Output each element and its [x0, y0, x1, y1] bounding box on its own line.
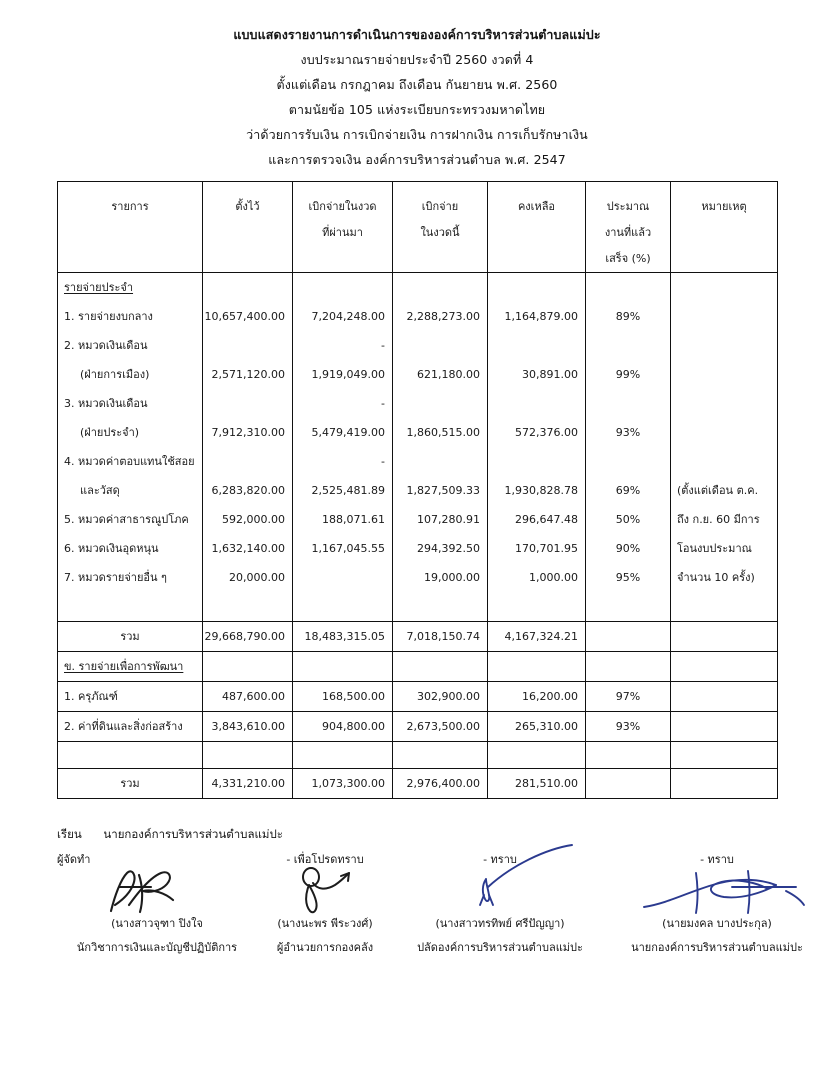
row-item-label: 7. หมวดรายจ่ายอื่น ๆ — [64, 571, 167, 584]
signature-area — [57, 823, 803, 971]
section-a-total-row — [58, 622, 778, 652]
empty-cell — [203, 652, 293, 682]
cell-remaining: 572,376.00 — [515, 426, 578, 439]
cell-remaining: 1,000.00 — [529, 571, 578, 584]
addressed-to-label: เรียน — [57, 827, 82, 841]
section-a-previous-cell — [293, 273, 393, 622]
heading-line-5: ว่าด้วยการรับเงิน การเบิกจ่ายเงิน การฝากเงิน การเก็บรักษาเงิน — [246, 127, 588, 142]
spacer — [671, 273, 777, 302]
cell-remark — [671, 302, 777, 331]
cell-current: 621,180.00 — [417, 368, 480, 381]
row-item-label: 1. ครุภัณฑ์ — [58, 682, 203, 712]
cell-previous: 2,525,481.89 — [311, 484, 385, 497]
section-a-percent-stack — [586, 273, 670, 621]
budget-report-table — [57, 181, 778, 799]
signer-title: นายกองค์การบริหารส่วนตำบลแม่ปะ — [631, 941, 803, 954]
cell-remark — [671, 418, 777, 447]
signer-title: นักวิชาการเงินและบัญชีปฏิบัติการ — [76, 941, 238, 954]
cell-remaining: 1,930,828.78 — [504, 484, 578, 497]
cell-budget: 2,571,120.00 — [211, 368, 285, 381]
cell-previous: - — [381, 339, 385, 352]
empty-cell — [293, 742, 393, 769]
cell-previous: 7,204,248.00 — [311, 310, 385, 323]
heading-line-6: และการตรวจเงิน องค์การบริหารส่วนตำบล พ.ศ. 2547 — [268, 152, 566, 167]
cell-percent: 69% — [615, 484, 641, 497]
row-item-label: 6. หมวดเงินอุดหนุน — [64, 542, 159, 555]
spacer — [203, 592, 292, 621]
cell-budget: 592,000.00 — [222, 513, 285, 526]
section-b-title: ข. รายจ่ายเพื่อการพัฒนา — [58, 652, 203, 682]
total-remaining: 281,510.00 — [488, 769, 586, 799]
row-item-label: 2. หมวดเงินเดือน — [64, 339, 148, 352]
table-row — [58, 682, 778, 712]
cell-previous: 1,167,045.55 — [311, 542, 385, 555]
spacer — [586, 273, 670, 302]
total-previous: 1,073,300.00 — [293, 769, 393, 799]
section-a-block-row — [58, 273, 778, 622]
spacer — [488, 273, 585, 302]
empty-cell — [58, 742, 203, 769]
cell-remaining: 170,701.95 — [515, 542, 578, 555]
row-item-label: 5. หมวดค่าสาธารณูปโภค — [64, 513, 189, 526]
cell-remark: ถึง ก.ย. 60 มีการ — [677, 513, 760, 526]
total-current: 2,976,400.00 — [393, 769, 488, 799]
cell-budget — [203, 447, 292, 476]
signature-note: ผู้จัดทำ — [57, 853, 91, 866]
cell-percent: 50% — [615, 513, 641, 526]
cell-percent: 93% — [615, 426, 641, 439]
cell-remaining — [488, 447, 585, 476]
spacer — [203, 273, 292, 302]
column-header-remaining: คงเหลือ — [488, 182, 586, 273]
total-budget: 4,331,210.00 — [203, 769, 293, 799]
column-header-item: รายการ — [58, 182, 203, 273]
section-b-total-row — [58, 769, 778, 799]
section-a-current-cell — [393, 273, 488, 622]
total-remaining: 4,167,324.21 — [488, 622, 586, 652]
cell-remaining: 1,164,879.00 — [504, 310, 578, 323]
cell-current: 1,860,515.00 — [406, 426, 480, 439]
addressed-to-recipient: นายกองค์การบริหารส่วนตำบลแม่ปะ — [103, 827, 283, 841]
signer-title: ผู้อำนวยการกองคลัง — [276, 941, 374, 954]
section-a-remarks-stack — [671, 273, 777, 621]
cell-previous: 168,500.00 — [293, 682, 393, 712]
cell-remaining: 16,200.00 — [488, 682, 586, 712]
empty-cell — [586, 742, 671, 769]
signature-block-mayor — [602, 851, 832, 959]
section-a-remaining-stack — [488, 273, 585, 621]
column-header-current-period: เบิกจ่าย ในงวดนี้ — [393, 182, 488, 273]
total-label: รวม — [58, 769, 203, 799]
cell-current: 19,000.00 — [424, 571, 480, 584]
table-row — [58, 712, 778, 742]
column-header-budget: ตั้งไว้ — [203, 182, 293, 273]
cell-budget: 7,912,310.00 — [211, 426, 285, 439]
section-b-title-row — [58, 652, 778, 682]
signer-name: (นายมงคล บางประกุล) — [662, 917, 772, 930]
cell-current: 107,280.91 — [417, 513, 480, 526]
cell-budget: 10,657,400.00 — [204, 310, 285, 323]
addressed-to-line — [57, 823, 777, 845]
spacer — [293, 592, 392, 621]
total-remark — [671, 622, 778, 652]
total-label: รวม — [58, 622, 203, 652]
row-item-label: (ฝ่ายการเมือง) — [80, 368, 150, 381]
cell-percent: 89% — [615, 310, 641, 323]
cell-remark — [671, 712, 778, 742]
empty-cell — [393, 652, 488, 682]
cell-budget: 20,000.00 — [229, 571, 285, 584]
empty-cell — [393, 742, 488, 769]
cell-current — [393, 447, 487, 476]
column-header-percent-complete: ประมาณ งานที่แล้ว เสร็จ (%) — [586, 182, 671, 273]
heading-line-1: แบบแสดงรายงานการดำเนินการขององค์การบริหารส่วนตำบลแม่ปะ — [233, 27, 601, 42]
column-header-previous-period: เบิกจ่ายในงวด ที่ผ่านมา — [293, 182, 393, 273]
cell-previous: - — [381, 455, 385, 468]
cell-remaining: 265,310.00 — [488, 712, 586, 742]
cell-current: 2,288,273.00 — [406, 310, 480, 323]
cell-percent — [586, 331, 670, 360]
cell-budget — [203, 331, 292, 360]
row-item-label: 2. ค่าที่ดินและสิ่งก่อสร้าง — [58, 712, 203, 742]
heading-line-3: ตั้งแต่เดือน กรกฎาคม ถึงเดือน กันยายน พ.ศ. 2560 — [276, 77, 558, 92]
column-header-remarks: หมายเหตุ — [671, 182, 778, 273]
empty-cell — [488, 652, 586, 682]
handwritten-signature-icon — [99, 865, 209, 915]
handwritten-signature-icon — [283, 863, 373, 915]
row-item-label: 3. หมวดเงินเดือน — [64, 397, 148, 410]
section-a-budget-stack — [203, 273, 292, 621]
spacer — [671, 592, 777, 621]
cell-remark — [671, 389, 777, 418]
signer-name: (นางสาวทรทิพย์ ศรีปัญญา) — [435, 917, 565, 930]
cell-budget: 487,600.00 — [203, 682, 293, 712]
signature-note: - ทราบ — [483, 853, 517, 866]
budget-table-wrapper — [57, 181, 777, 799]
heading-line-4: ตามนัยข้อ 105 แห่งระเบียบกระทรวงมหาดไทย — [288, 102, 546, 117]
cell-percent: 95% — [615, 571, 641, 584]
cell-previous: 188,071.61 — [322, 513, 385, 526]
section-a-percent-cell — [586, 273, 671, 622]
document-heading — [0, 0, 834, 172]
empty-cell — [671, 652, 778, 682]
section-a-title: รายจ่ายประจำ — [64, 281, 134, 294]
cell-percent — [586, 389, 670, 418]
cell-previous: - — [381, 397, 385, 410]
spacer — [488, 592, 585, 621]
total-percent — [586, 769, 671, 799]
cell-previous — [293, 563, 392, 592]
empty-cell — [203, 742, 293, 769]
signer-title: ปลัดองค์การบริหารส่วนตำบลแม่ปะ — [417, 941, 583, 954]
filler-row — [58, 742, 778, 769]
signature-block-chief-administrator — [390, 851, 610, 959]
spacer — [586, 592, 670, 621]
row-item-label: และวัสดุ — [80, 484, 120, 497]
total-percent — [586, 622, 671, 652]
cell-remark: (ตั้งแต่เดือน ต.ค. — [677, 484, 759, 497]
heading-line-2: งบประมาณรายจ่ายประจำปี 2560 งวดที่ 4 — [300, 52, 534, 67]
row-item-label: 1. รายจ่ายงบกลาง — [64, 310, 153, 323]
section-a-remarks-cell — [671, 273, 778, 622]
cell-remark: จำนวน 10 ครั้ง) — [677, 571, 755, 584]
table-header-row — [58, 182, 778, 273]
cell-remark — [671, 360, 777, 389]
cell-remark: โอนงบประมาณ — [677, 542, 752, 555]
cell-remaining — [488, 389, 585, 418]
empty-cell — [671, 742, 778, 769]
cell-current: 2,673,500.00 — [393, 712, 488, 742]
section-a-current-stack — [393, 273, 487, 621]
row-item-label: 4. หมวดค่าตอบแทนใช้สอย — [64, 455, 195, 468]
signature-ink-area — [390, 869, 610, 915]
cell-previous: 5,479,419.00 — [311, 426, 385, 439]
section-a-previous-stack — [293, 273, 392, 621]
spacer — [393, 273, 487, 302]
cell-remark — [671, 682, 778, 712]
cell-current: 302,900.00 — [393, 682, 488, 712]
section-a-item-stack — [58, 273, 202, 621]
section-a-remaining-cell — [488, 273, 586, 622]
section-a-item-cell — [58, 273, 203, 622]
cell-budget — [203, 389, 292, 418]
total-budget: 29,668,790.00 — [203, 622, 293, 652]
signer-name: (นางสาวจุฑา ปิงใจ — [111, 917, 203, 930]
signature-ink-area — [602, 869, 832, 915]
cell-percent: 90% — [615, 542, 641, 555]
cell-remaining: 30,891.00 — [522, 368, 578, 381]
cell-previous: 904,800.00 — [293, 712, 393, 742]
cell-current: 1,827,509.33 — [406, 484, 480, 497]
signature-note: - เพื่อโปรดทราบ — [286, 853, 364, 866]
handwritten-signature-icon — [636, 867, 806, 919]
cell-budget: 1,632,140.00 — [211, 542, 285, 555]
cell-current — [393, 331, 487, 360]
cell-budget: 6,283,820.00 — [211, 484, 285, 497]
signature-row — [57, 851, 803, 971]
cell-remark — [671, 331, 777, 360]
spacer — [293, 273, 392, 302]
cell-remaining — [488, 331, 585, 360]
spacer — [393, 592, 487, 621]
cell-percent: 99% — [615, 368, 641, 381]
total-previous: 18,483,315.05 — [293, 622, 393, 652]
cell-percent: 93% — [586, 712, 671, 742]
empty-cell — [488, 742, 586, 769]
empty-cell — [293, 652, 393, 682]
cell-percent — [586, 447, 670, 476]
signer-name: (นางนะพร พีระวงศ์) — [277, 917, 373, 930]
row-item-label: (ฝ่ายประจำ) — [80, 426, 140, 439]
total-current: 7,018,150.74 — [393, 622, 488, 652]
signature-note: - ทราบ — [700, 853, 734, 866]
cell-remark — [671, 447, 777, 476]
total-remark — [671, 769, 778, 799]
cell-current — [393, 389, 487, 418]
section-a-budget-cell — [203, 273, 293, 622]
cell-current: 294,392.50 — [417, 542, 480, 555]
cell-previous: 1,919,049.00 — [311, 368, 385, 381]
spacer — [58, 592, 202, 621]
empty-cell — [586, 652, 671, 682]
cell-percent: 97% — [586, 682, 671, 712]
cell-remaining: 296,647.48 — [515, 513, 578, 526]
cell-budget: 3,843,610.00 — [203, 712, 293, 742]
